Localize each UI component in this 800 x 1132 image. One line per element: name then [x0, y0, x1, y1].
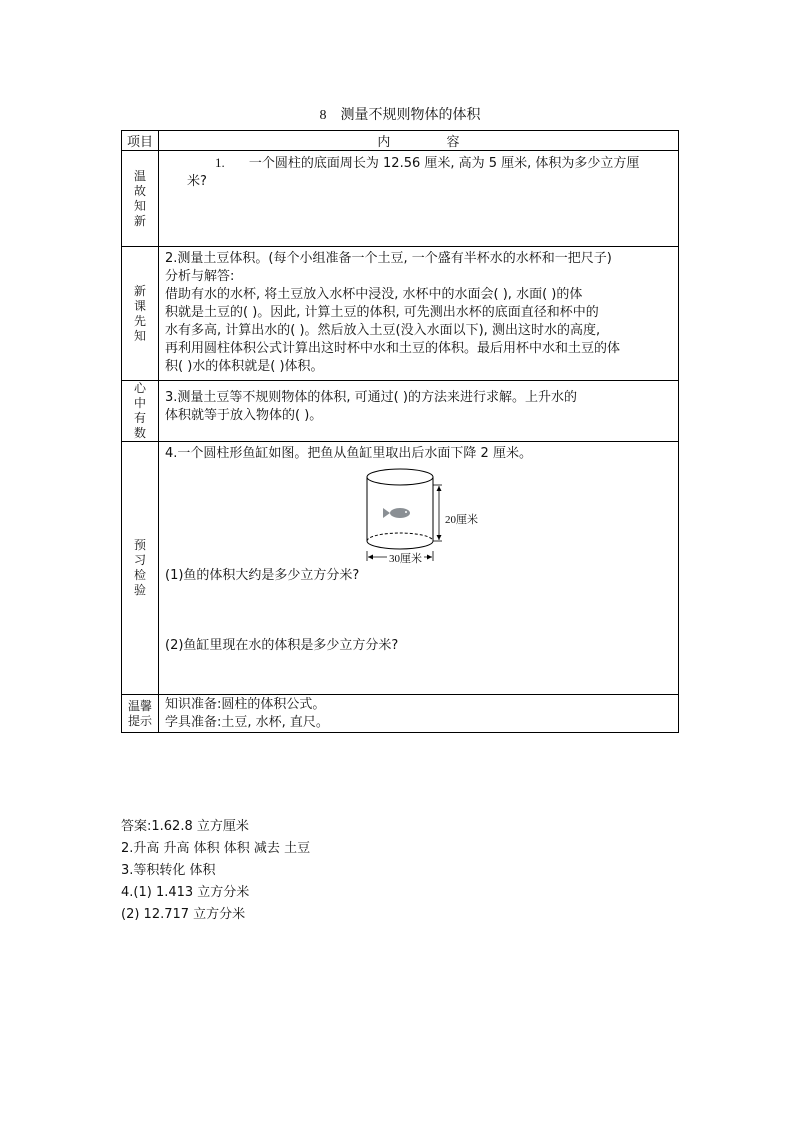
text-line: 再利用圆柱体积公式计算出这时杯中水和土豆的体积。最后用杯中水和土豆的体	[165, 341, 621, 356]
row-label-new-lesson: 新 课 先 知	[122, 247, 159, 381]
row-label-preview-check: 预 习 检 验	[122, 442, 159, 695]
answer-key	[121, 816, 310, 926]
worksheet-table	[121, 130, 679, 733]
row-label-summary: 心 中 有 数	[122, 381, 159, 442]
row-label-tips: 温馨 提示	[122, 695, 159, 733]
question-4-stem: 4.一个圆柱形鱼缸如图。把鱼从鱼缸里取出后水面下降 2 厘米。	[165, 446, 532, 461]
question-4-part-1: (1)鱼的体积大约是多少立方分米?	[165, 568, 360, 583]
table-row	[122, 695, 679, 733]
header-content: 内 容	[159, 131, 679, 151]
text-line: 体积就等于放入物体的( )。	[165, 408, 323, 423]
fish-tank-figure	[165, 463, 672, 567]
table-row	[122, 381, 679, 442]
text-line: 学具准备:土豆, 水杯, 直尺。	[165, 715, 329, 730]
table-row	[122, 442, 679, 695]
table-row	[122, 151, 679, 247]
text-line: 知识准备:圆柱的体积公式。	[165, 697, 326, 712]
answer-line: 3.等积转化 体积	[121, 863, 216, 878]
worksheet-title	[0, 104, 800, 124]
answer-line: 4.(1) 1.413 立方分米	[121, 885, 250, 900]
answer-line: (2) 12.717 立方分米	[121, 907, 246, 922]
question-1: 1. 一个圆柱的底面周长为 12.56 厘米, 高为 5 厘米, 体积为多少立方厘 米?	[159, 151, 679, 247]
title-number: 8	[319, 108, 327, 123]
fish-icon	[383, 508, 410, 518]
text-line: 分析与解答:	[165, 269, 235, 284]
title-text: 测量不规则物体的体积	[340, 107, 481, 123]
text-line: 积就是土豆的( )。因此, 计算土豆的体积, 可先测出水杯的底面直径和杯中的	[165, 305, 599, 320]
table-row	[122, 247, 679, 381]
text-line: 2.测量土豆体积。(每个小组准备一个土豆, 一个盛有半杯水的水杯和一把尺子)	[165, 251, 612, 266]
table-header-row	[122, 131, 679, 151]
width-label: 30厘米	[387, 550, 424, 568]
question-2	[159, 247, 679, 381]
tips-content	[159, 695, 679, 733]
question-4-part-2: (2)鱼缸里现在水的体积是多少立方分米?	[165, 638, 399, 653]
cylinder-diagram	[360, 465, 510, 565]
text-line: 水有多高, 计算出水的( )。然后放入土豆(没入水面以下), 测出这时水的高度,	[165, 323, 601, 338]
text-line: 3.测量土豆等不规则物体的体积, 可通过( )的方法来进行求解。上升水的	[165, 390, 577, 405]
text-line: 借助有水的水杯, 将土豆放入水杯中浸没, 水杯中的水面会( ), 水面( )的体	[165, 287, 583, 302]
header-item: 项目	[122, 131, 159, 151]
row-label-review: 温 故 知 新	[122, 151, 159, 247]
question-4	[159, 442, 679, 695]
answer-line: 答案:1.62.8 立方厘米	[121, 819, 249, 834]
height-label: 20厘米	[445, 511, 478, 529]
answer-line: 2.升高 升高 体积 体积 减去 土豆	[121, 841, 311, 856]
text-line: 积( )水的体积就是( )体积。	[165, 359, 324, 374]
question-3	[159, 381, 679, 442]
